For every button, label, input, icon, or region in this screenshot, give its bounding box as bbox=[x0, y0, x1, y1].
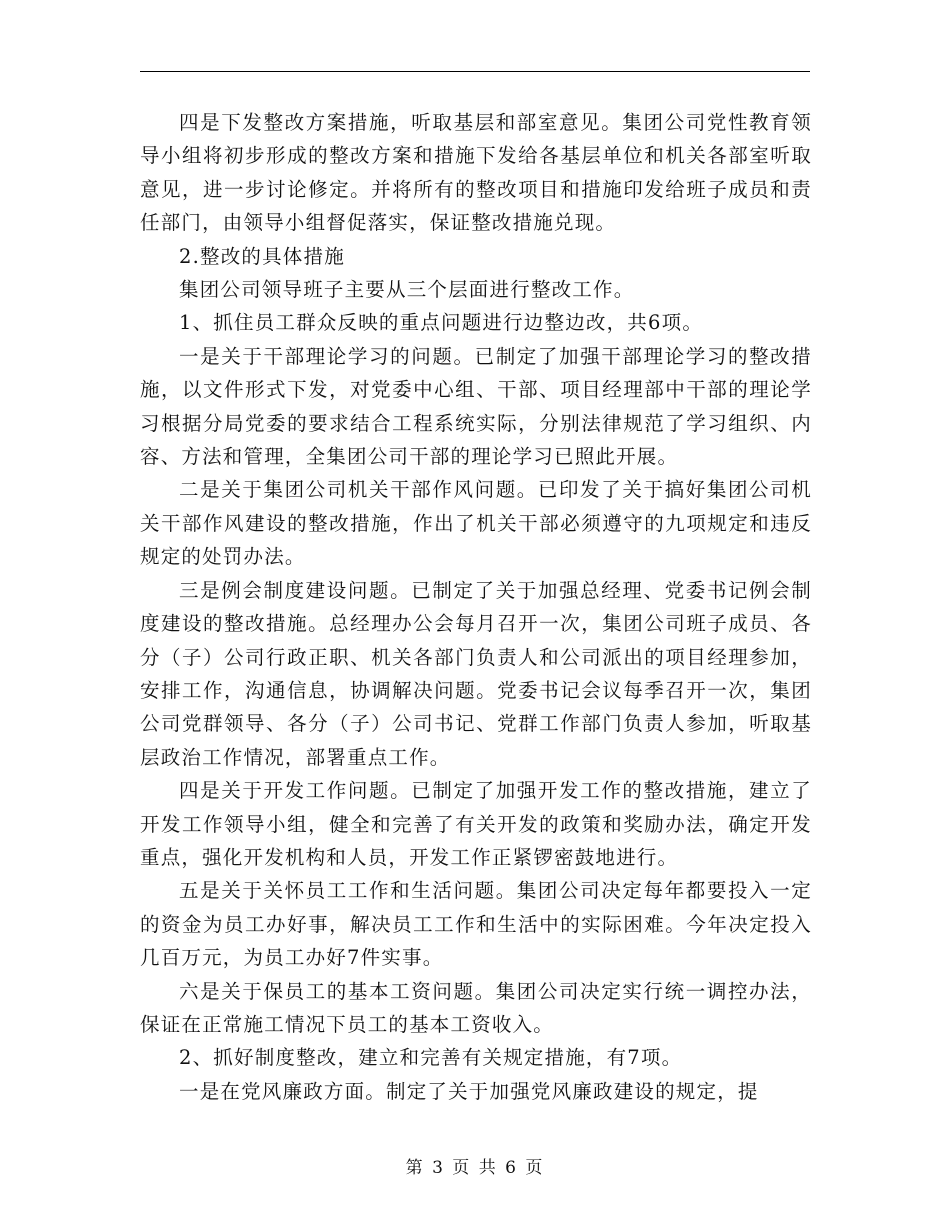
document-body bbox=[140, 106, 812, 1108]
paragraph: 四是关于开发工作问题。已制定了加强开发工作的整改措施，建立了开发工作领导小组，健全和完善了有关开发的政策和奖励办法，确定开发重点，强化开发机构和人员，开发工作正紧锣密鼓地进行。 bbox=[140, 779, 812, 869]
paragraph: 四是下发整改方案措施，听取基层和部室意见。集团公司党性教育领导小组将初步形成的整改方案和措施下发给各基层单位和机关各部室听取意见，进一步讨论修定。并将所有的整改项目和措施印发给班子成员和责任部门，由领导小组督促落实，保证整改措施兑现。 bbox=[140, 111, 812, 235]
section-heading: 2.整改的具体措施 bbox=[179, 244, 345, 268]
paragraph: 一是关于干部理论学习的问题。已制定了加强干部理论学习的整改措施，以文件形式下发，对党委中心组、干部、项目经理部中干部的理论学习根据分局党委的要求结合工程系统实际，分别法律规范了学习组织、内容、方法和管理，全集团公司干部的理论学习已照此开展。 bbox=[140, 344, 812, 469]
paragraph: 集团公司领导班子主要从三个层面进行整改工作。 bbox=[179, 278, 635, 302]
paragraph: 一是在党风廉政方面。制定了关于加强党风廉政建设的规定，提 bbox=[179, 1079, 759, 1103]
paragraph: 六是关于保员工的基本工资问题。集团公司决定实行统一调控办法，保证在正常施工情况下员工的基本工资收入。 bbox=[140, 979, 812, 1036]
paragraph: 三是例会制度建设问题。已制定了关于加强总经理、党委书记例会制度建设的整改措施。总经理办公会每月召开一次，集团公司班子成员、各分（子）公司行政正职、机关各部门负责人和公司派出的项目经理参加，安排工作，沟通信息，协调解决问题。党委书记会议每季召开一次，集团公司党群领导、各分（子）公司书记、党群工作部门负责人参加，听取基层政治工作情况，部署重点工作。 bbox=[140, 578, 812, 769]
header-rule bbox=[140, 71, 810, 72]
page-footer: 第 3 页 共 6 页 bbox=[405, 1158, 545, 1178]
paragraph: 二是关于集团公司机关干部作风问题。已印发了关于搞好集团公司机关干部作风建设的整改措施，作出了机关干部必须遵守的九项规定和违反规定的处罚办法。 bbox=[140, 478, 812, 569]
subsection-heading: 2、抓好制度整改，建立和完善有关规定措施，有7项。 bbox=[179, 1046, 683, 1070]
paragraph: 五是关于关怀员工工作和生活问题。集团公司决定每年都要投入一定的资金为员工办好事，解决员工工作和生活中的实际困难。今年决定投入几百万元，为员工办好7件实事。 bbox=[140, 879, 812, 970]
subsection-heading: 1、抓住员工群众反映的重点问题进行边整边改，共6项。 bbox=[179, 311, 704, 335]
